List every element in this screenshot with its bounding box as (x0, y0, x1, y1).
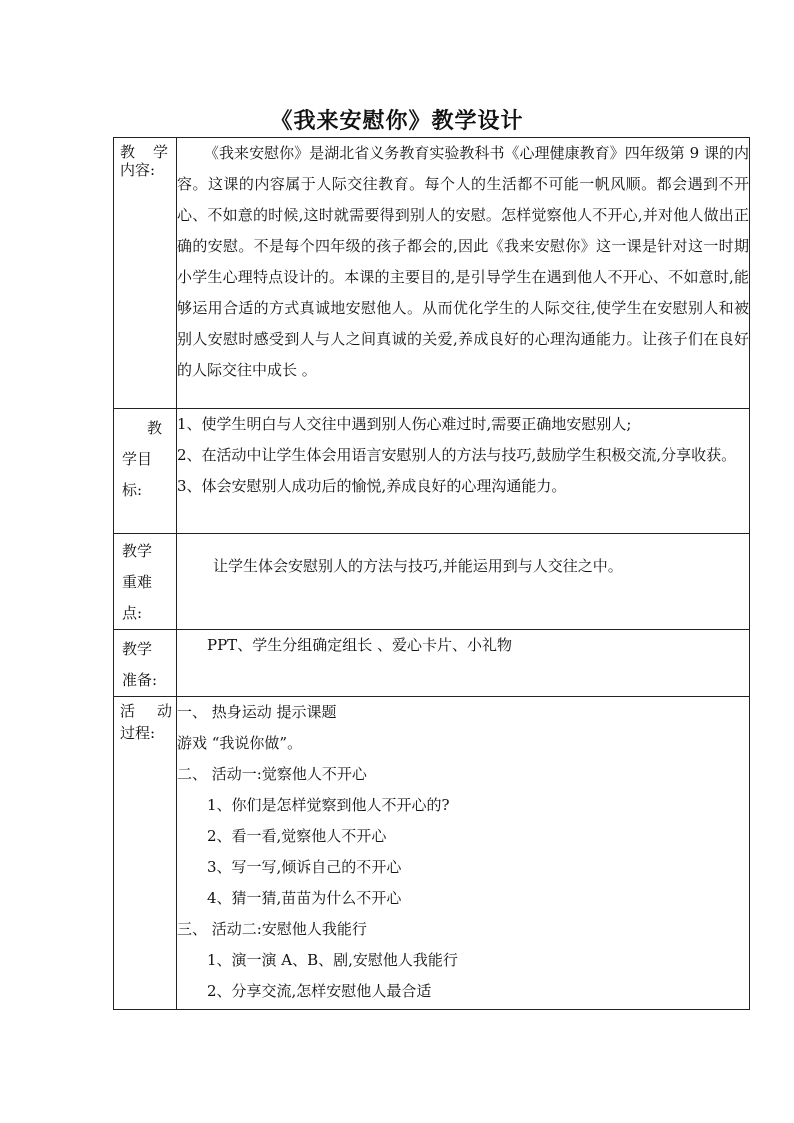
process-line: 3、写一写,倾诉自己的不开心 (207, 858, 402, 876)
process-line: 2、看一看,觉察他人不开心 (207, 827, 387, 845)
row-process (114, 697, 750, 1010)
label-process-char-3: 过程: (120, 724, 156, 742)
label-goals-1: 教 (146, 419, 162, 437)
label-content-char-2: 学 (152, 143, 168, 161)
process-line: 三、 活动二:安慰他人我能行 (177, 920, 367, 938)
label-process-char-1: 活 (120, 702, 136, 720)
lesson-plan-table (113, 137, 750, 1010)
label-content-char-3: 内容: (120, 161, 156, 179)
row-content (114, 138, 750, 409)
label-cell-content (114, 138, 177, 409)
focus-cell (177, 534, 750, 630)
label-goals-3: 标: (122, 481, 143, 499)
goal-item: 2、在活动中让学生体会用语言安慰别人的方法与技巧,鼓励学生积极交流,分享收获。 (177, 446, 737, 464)
label-process-char-2: 动 (156, 702, 172, 720)
process-line: 1、你们是怎样觉察到他人不开心的? (207, 796, 450, 814)
process-line: 一、 热身运动 提示课题 (177, 703, 337, 721)
label-focus-2: 重难 (122, 573, 153, 591)
focus-text: 让学生体会安慰别人的方法与技巧,并能运用到与人交往之中。 (213, 557, 623, 575)
row-prep (114, 630, 750, 697)
goal-item: 3、体会安慰别人成功后的愉悦,养成良好的心理沟通能力。 (177, 477, 567, 495)
label-cell-goals (114, 409, 177, 534)
process-line: 二、 活动一:觉察他人不开心 (177, 765, 367, 783)
label-cell-focus (114, 534, 177, 630)
label-cell-process (114, 697, 177, 1010)
document-title: 《我来安慰你》教学设计 (270, 109, 524, 134)
prep-text: PPT、学生分组确定组长 、爱心卡片、小礼物 (207, 636, 512, 654)
content-cell (177, 138, 750, 409)
label-focus-1: 教学 (122, 542, 153, 560)
label-cell-prep (114, 630, 177, 697)
process-line: 1、演一演 A、B、剧,安慰他人我能行 (207, 951, 458, 969)
label-focus-3: 点: (122, 604, 143, 622)
process-line: 2、分享交流,怎样安慰他人最合适 (207, 982, 432, 1000)
row-focus (114, 534, 750, 630)
goals-cell (177, 409, 750, 534)
label-goals-2: 学目 (122, 450, 153, 468)
process-cell (177, 697, 750, 1010)
row-goals (114, 409, 750, 534)
prep-cell (177, 630, 750, 697)
goal-item: 1、使学生明白与人交往中遇到别人伤心难过时,需要正确地安慰别人; (177, 415, 632, 433)
label-content-char-1: 教 (120, 143, 136, 161)
process-line: 4、猜一猜,苗苗为什么不开心 (207, 889, 402, 907)
process-line: 游戏 “我说你做”。 (177, 734, 303, 752)
content-paragraph: 《我来安慰你》是湖北省义务教育实验教科书《心理健康教育》四年级第 9 课的内容。这课的内容属于人际交往教育。每个人的生活都不可能一帆风顺。都会遇到不开心、不如意的时候,这时就需要得到别人的安慰。怎样觉察他人不开心,并对他人做出正确的安慰。不是每个四年级的孩子都会的,因此《我来安慰你》这一课是针对这一时期小学生心理特点设计的。本课的主要目的,是引导学生在遇到他人不开心、不如意时,能够运用合适的方式真诚地安慰他人。从而优化学生的人际交往,使学生在安慰别人和被别人安慰时感受到人与人之间真诚的关爱,养成良好的心理沟通能力。让孩子们在良好的人际交往中成长 。 (177, 144, 749, 379)
label-prep-2: 准备: (122, 671, 158, 689)
label-prep-1: 教学 (122, 640, 153, 658)
